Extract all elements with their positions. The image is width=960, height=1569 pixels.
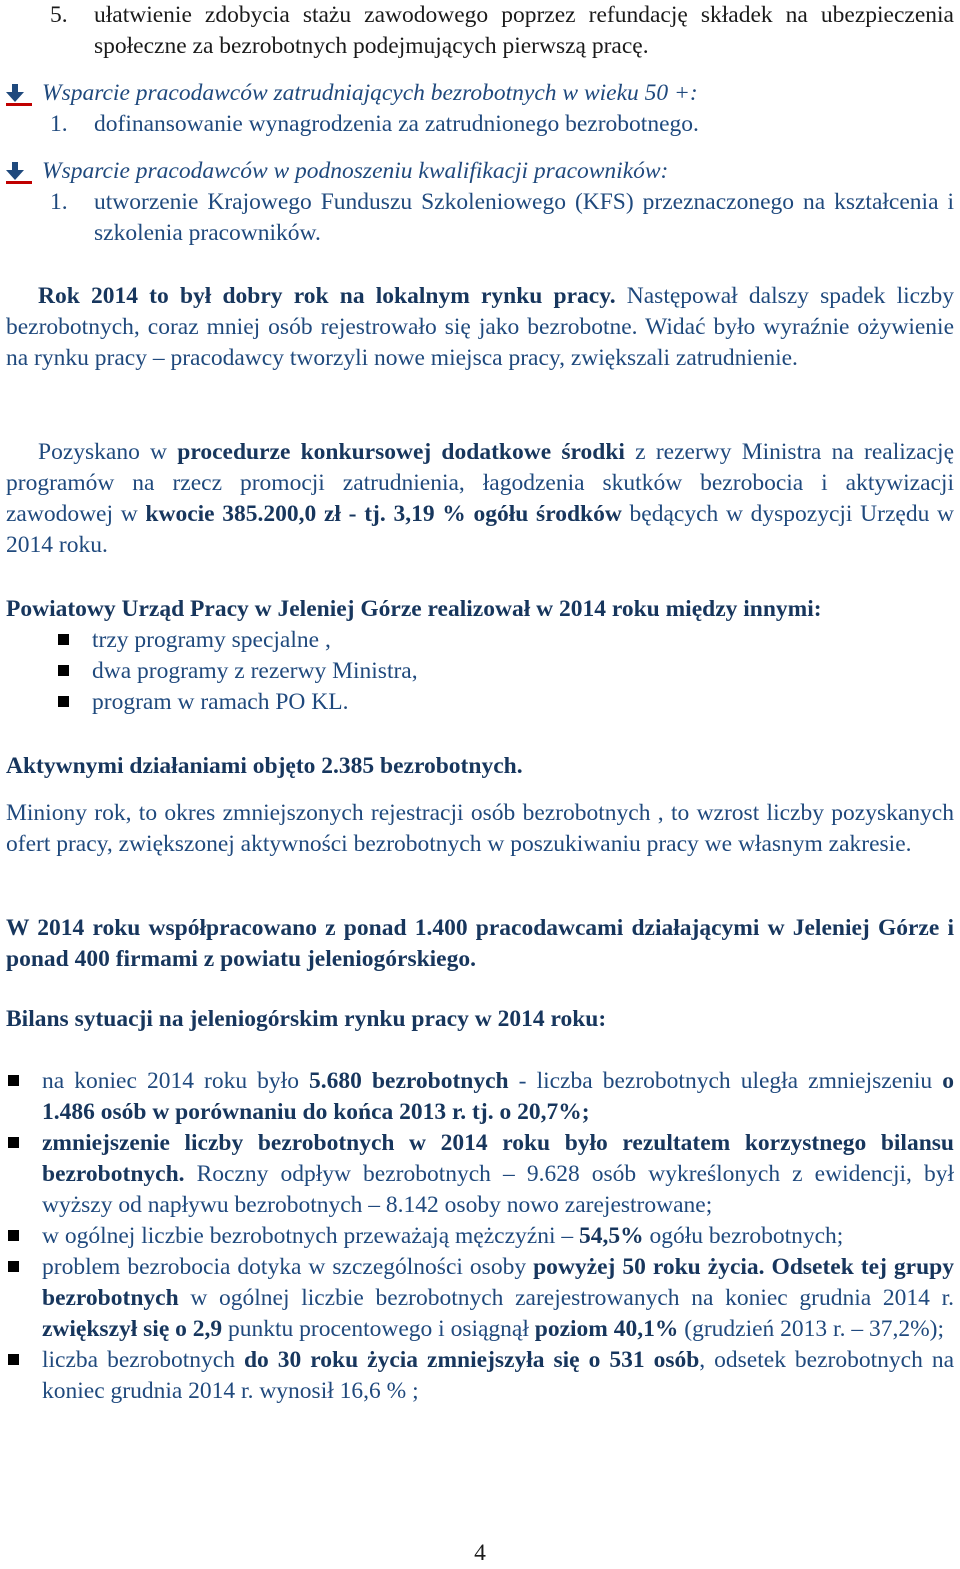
bold-run: o 1.486 osób w porównaniu do końca 2013 r. tj. o 20,7%; (42, 1068, 954, 1125)
bold-run: do 30 roku życia zmniejszyła się o 531 osób (243, 1347, 700, 1373)
arrow-bullet-icon (6, 84, 32, 106)
bold-run: kwocie 385.200,0 zł - tj. 3,19 % ogółu środków (145, 501, 622, 527)
paragraph-pozyskano (6, 437, 954, 561)
list-number: 1. (50, 189, 68, 215)
bold-run: 54,5% (578, 1223, 644, 1249)
list-item (6, 1252, 954, 1345)
text-run: będących w dyspozycji Urzędu w 2014 roku. (6, 501, 954, 558)
summary-line: Aktywnymi działaniami objęto 2.385 bezrobotnych. (6, 753, 523, 779)
heading-text: Wsparcie pracodawców w podnoszeniu kwalifikacji pracowników: (42, 158, 669, 184)
paragraph-miniony (6, 798, 954, 860)
paragraph: Miniony rok, to okres zmniejszonych rejestracji osób bezrobotnych , to wzrost liczby pozyskanych ofert pracy, zwiększonej aktywności bezrobotnych w poszukiwaniu pracy we własnym zakresie. (6, 800, 954, 857)
text-run: problem bezrobocia dotyka w szczególności osoby (42, 1254, 534, 1280)
paragraph-wspolpraca (6, 913, 954, 975)
text-run: , odsetek bezrobotnych na koniec grudnia 2014 r. wynosił 16,6 % ; (42, 1347, 955, 1404)
text-run: liczba bezrobotnych (42, 1347, 244, 1373)
list-item (6, 1066, 954, 1128)
list-item: program w ramach PO KL. (6, 687, 954, 718)
text-run: Pozyskano w (38, 439, 178, 465)
bold-run: 5.680 bezrobotnych (309, 1068, 509, 1094)
list-item-text: dofinansowanie wynagrodzenia za zatrudnionego bezrobotnego. (94, 111, 699, 137)
page-number: 4 (474, 1540, 486, 1566)
section-aktywni (6, 751, 954, 782)
list-item: trzy programy specjalne , (6, 625, 954, 656)
list-item (6, 109, 954, 140)
bold-run: procedurze konkursowej dodatkowe środki (177, 439, 625, 465)
list-item-text: ułatwienie zdobycia stażu zawodowego poprzez refundację składek na ubezpieczenia społeczne za bezrobotnych podejmujących pierwszą pracę. (94, 2, 954, 59)
text-run: Roczny odpływ bezrobotnych – 9.628 osób wykreślonych z ewidencji, był wyższy od napływu bezrobotnych – 8.142 osoby nowo zarejestrowane; (42, 1161, 954, 1218)
section-pup (6, 594, 954, 718)
bold-run: zwiększył się o 2,9 (42, 1316, 223, 1342)
paragraph (6, 281, 954, 374)
paragraph-rok-2014 (6, 281, 954, 374)
text-run: w ogólnej liczbie bezrobotnych przeważają mężczyźni – (42, 1223, 579, 1249)
list-item (6, 187, 954, 249)
section-50plus (6, 78, 954, 140)
section-bilans (6, 1004, 954, 1035)
section-heading: Bilans sytuacji na jeleniogórskim rynku pracy w 2014 roku: (6, 1006, 607, 1032)
text-run: w ogólnej liczbie bezrobotnych zarejestrowanych na koniec grudnia 2014 r. (178, 1285, 954, 1311)
paragraph-text: Następował dalszy spadek liczby bezrobotnych, coraz mniej osób rejestrowało się jako bezrobotne. Widać było wyraźnie ożywienie na rynku pracy – pracodawcy tworzyli nowe miejsca pracy, zwiększali zatrudnienie. (6, 283, 954, 371)
heading-text: Wsparcie pracodawców zatrudniających bezrobotnych w wieku 50 +: (42, 80, 698, 106)
text-run: na koniec 2014 roku było (42, 1068, 310, 1094)
bold-run: poziom 40,1% (534, 1316, 679, 1342)
list-number: 5. (50, 2, 68, 28)
paragraph-lead: Rok 2014 to był dobry rok na lokalnym rynku pracy. (38, 283, 616, 309)
paragraph: W 2014 roku współpracowano z ponad 1.400 pracodawcami działającymi w Jeleniej Górze i ponad 400 firmami z powiatu jeleniogórskiego. (6, 915, 954, 972)
arrow-bullet-icon (6, 162, 32, 184)
section-heading (6, 156, 954, 187)
list-number: 1. (50, 111, 68, 137)
text-run: z rezerwy Ministra na realizację programów na rzecz promocji zatrudnienia, łagodzenia skutków bezrobocia i aktywizacji zawodowej w (6, 439, 954, 527)
bold-run: powyżej 50 roku życia. Odsetek tej grupy bezrobotnych (42, 1254, 954, 1311)
text-run: (grudzień 2013 r. – 37,2%); (678, 1316, 945, 1342)
list-item: dwa programy z rezerwy Ministra, (6, 656, 954, 687)
section-heading (6, 78, 954, 109)
list-item-text: utworzenie Krajowego Funduszu Szkoleniowego (KFS) przeznaczonego na kształcenia i szkolenia pracowników. (94, 189, 954, 246)
list-item (6, 1221, 954, 1252)
text-run: - liczba bezrobotnych uległa zmniejszeniu (508, 1068, 943, 1094)
text-run: punktu procentowego i osiągnął (222, 1316, 535, 1342)
bold-run: zmniejszenie liczby bezrobotnych w 2014 roku było rezultatem korzystnego bilansu bezrobotnych. (42, 1130, 954, 1187)
section-kwalifikacje (6, 156, 954, 249)
paragraph (6, 437, 954, 561)
list-item (6, 0, 954, 62)
list-item (6, 1128, 954, 1221)
section-heading: Powiatowy Urząd Pracy w Jeleniej Górze realizował w 2014 roku między innymi: (6, 596, 822, 622)
list-item (6, 1345, 954, 1407)
text-run: ogółu bezrobotnych; (643, 1223, 844, 1249)
list-top (6, 0, 954, 62)
bilans-list (6, 1066, 954, 1407)
